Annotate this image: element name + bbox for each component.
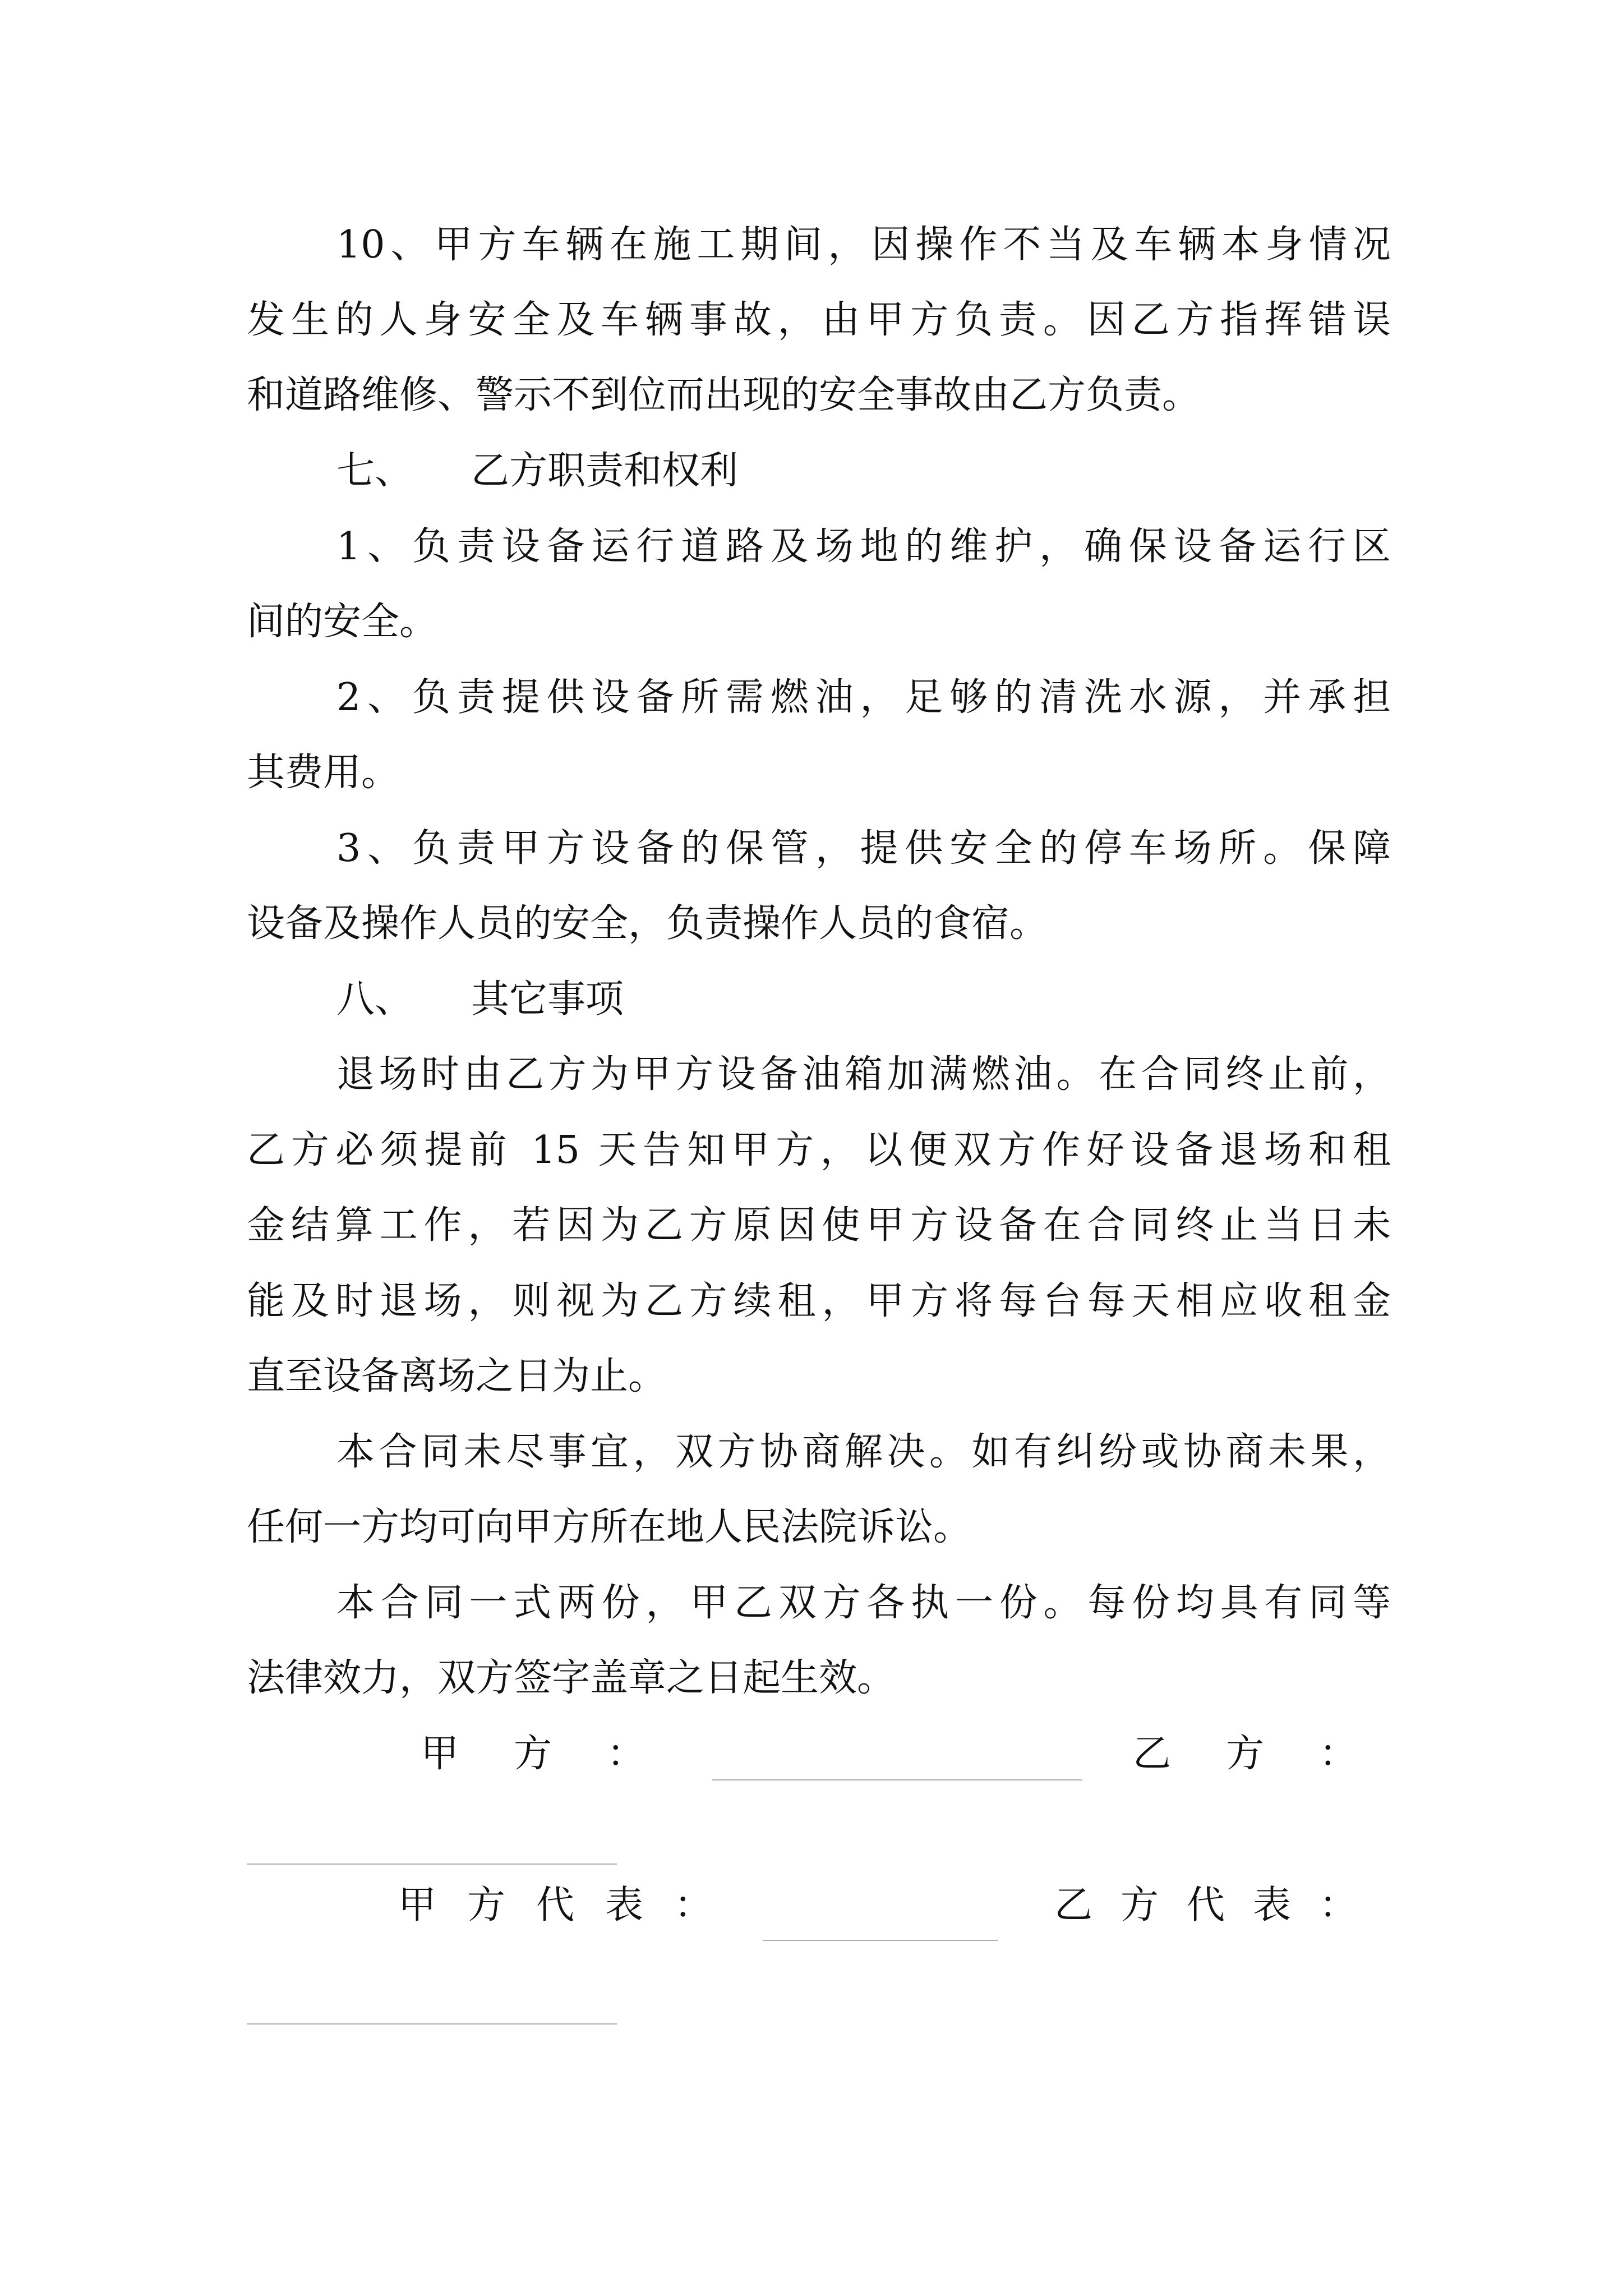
dispute-line-2: 任何一方均可向甲方所在地人民法院诉讼。 <box>247 1505 972 1549</box>
item-3-line-1: 3、负责甲方设备的保管，提供安全的停车场所。保障 <box>336 826 1391 871</box>
party-a-signature-line <box>712 1779 1082 1780</box>
section-7-number: 七、 <box>336 449 413 493</box>
other-line-2: 乙方必须提前 15 天告知甲方，以便双方作好设备退场和租 <box>247 1128 1391 1172</box>
section-7-title: 乙方职责和权利 <box>471 449 739 493</box>
section-8-number: 八、 <box>336 977 413 1022</box>
clause-10-line-1: 10、甲方车辆在施工期间，因操作不当及车辆本身情况 <box>336 223 1391 267</box>
clause-10-line-2: 发生的人身安全及车辆事故，由甲方负责。因乙方指挥错误 <box>247 298 1391 342</box>
other-line-1: 退场时由乙方为甲方设备油箱加满燃油。在合同终止前， <box>336 1052 1391 1097</box>
other-line-3: 金结算工作，若因为乙方原因使甲方设备在合同终止当日未 <box>247 1203 1391 1248</box>
party-b-rep-signature-line <box>247 2023 617 2024</box>
other-line-4: 能及时退场，则视为乙方续租，甲方将每台每天相应收租金 <box>247 1279 1391 1323</box>
item-1-line-1: 1、负责设备运行道路及场地的维护，确保设备运行区 <box>336 524 1391 569</box>
copies-line-2: 法律效力，双方签字盖章之日起生效。 <box>247 1656 896 1700</box>
party-a-rep-signature-line <box>763 1940 998 1941</box>
copies-line-1: 本合同一式两份，甲乙双方各执一份。每份均具有同等 <box>336 1581 1391 1625</box>
section-8-title: 其它事项 <box>471 977 624 1022</box>
item-3-line-2: 设备及操作人员的安全，负责操作人员的食宿。 <box>247 901 1048 946</box>
party-a-rep-label: 甲 方 代 表 ： <box>398 1883 712 1927</box>
clause-10-line-3: 和道路维修、警示不到位而出现的安全事故由乙方负责。 <box>247 373 1201 417</box>
other-line-5: 直至设备离场之日为止。 <box>247 1354 667 1398</box>
party-b-rep-label: 乙 方 代 表 ： <box>1054 1883 1357 1927</box>
party-b-signature-line <box>247 1864 617 1865</box>
item-2-line-2: 其费用。 <box>247 751 400 795</box>
dispute-line-1: 本合同未尽事宜，双方协商解决。如有纠纷或协商未果， <box>336 1430 1391 1474</box>
party-a-label: 甲 方 ： <box>421 1732 645 1776</box>
item-2-line-1: 2、负责提供设备所需燃油，足够的清洗水源，并承担 <box>336 675 1391 720</box>
item-1-line-2: 间的安全。 <box>247 600 438 644</box>
party-b-label: 乙 方 ： <box>1133 1732 1357 1776</box>
